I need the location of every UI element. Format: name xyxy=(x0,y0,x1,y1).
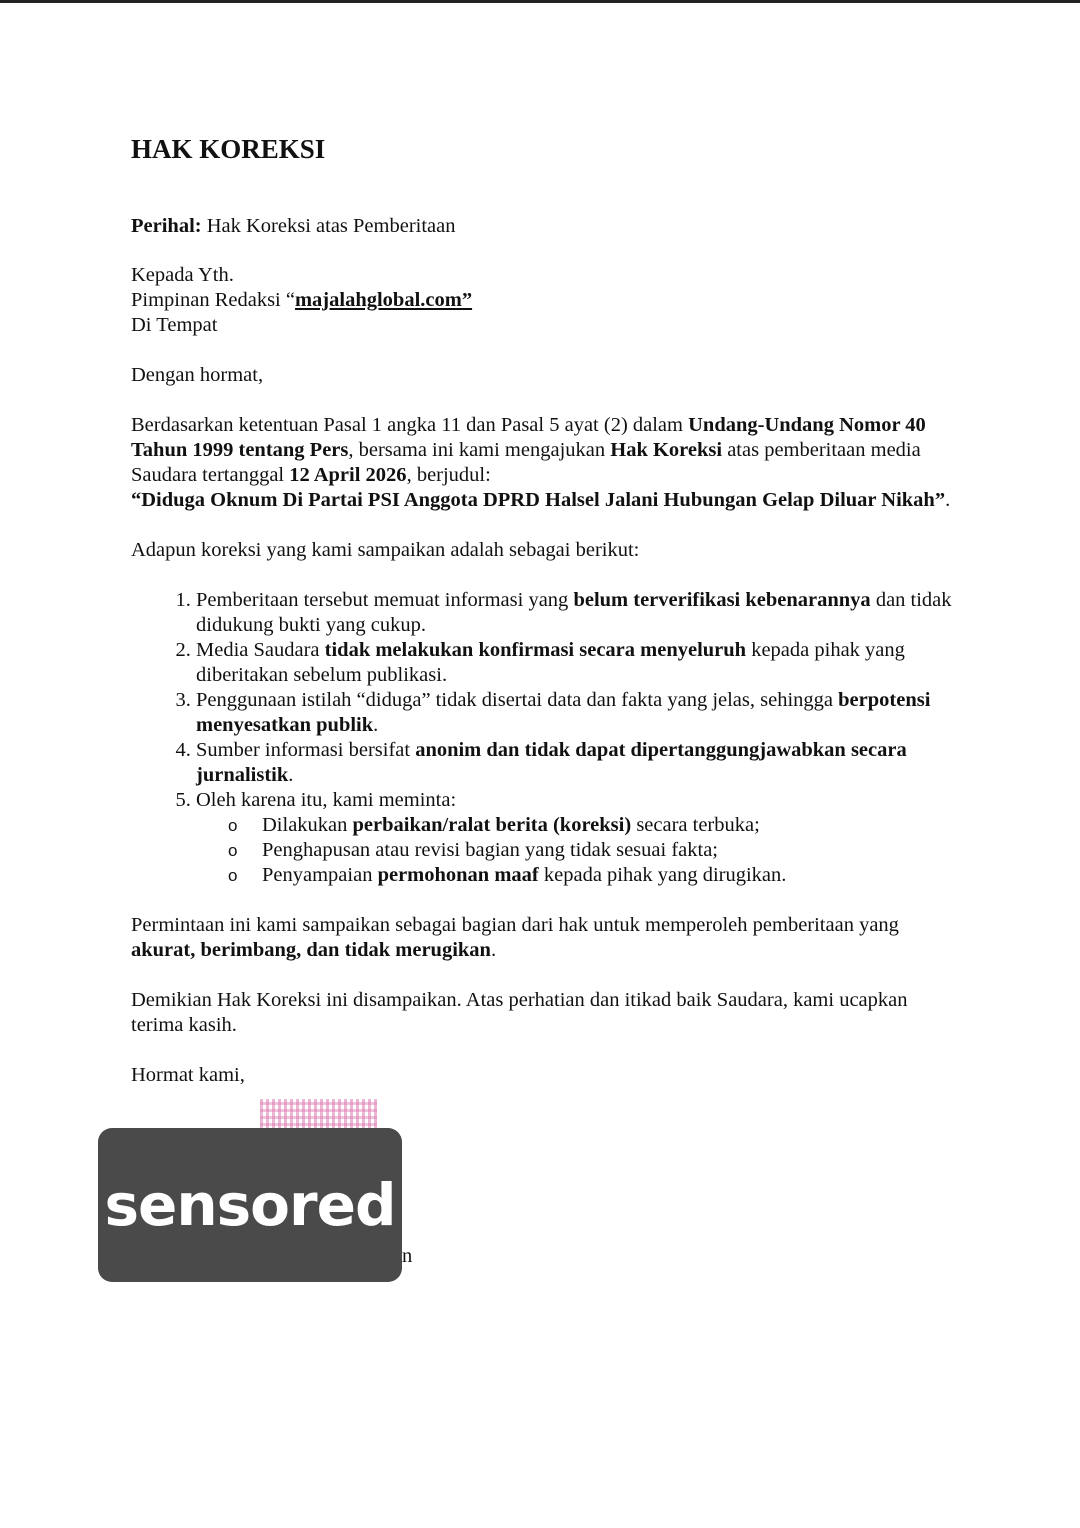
address-line-2 xyxy=(131,288,961,313)
item-text: Penghapusan atau revisi bagian yang tidak sesuai fakta; xyxy=(262,839,718,861)
p2-text-1: Permintaan ini kami sampaikan sebagai bagian dari hak untuk memperoleh pemberitaan yang xyxy=(131,914,899,936)
p2-emphasis: akurat, berimbang, dan tidak merugikan xyxy=(131,939,491,961)
item-text: Media Saudara xyxy=(196,639,325,661)
article-date: 12 April 2026 xyxy=(289,464,407,486)
p1-text-5: . xyxy=(945,489,951,511)
sublist-item xyxy=(228,813,961,838)
recipient-address xyxy=(131,263,961,338)
subject-label: Perihal: xyxy=(131,215,202,237)
item-emphasis: anonim dan tidak dapat dipertanggungjawabkan secara jurnalistik xyxy=(196,739,907,786)
item-text: secara terbuka; xyxy=(631,814,760,836)
article-headline: “Diduga Oknum Di Partai PSI Anggota DPRD Halsel Jalani Hubungan Gelap Diluar Nikah” xyxy=(131,489,946,511)
item-text: Penyampaian xyxy=(262,864,378,886)
address-prefix: Pimpinan Redaksi “ xyxy=(131,289,295,311)
item-text: dan tidak didukung bukti yang cukup. xyxy=(196,589,952,636)
corrections-list xyxy=(131,588,961,888)
corrections-intro: Adapun koreksi yang kami sampaikan adalah sebagai berikut: xyxy=(131,539,640,561)
item-text: Pemberitaan tersebut memuat informasi yang xyxy=(196,589,574,611)
p1-text-3: atas pemberitaan media Saudara tertanggal xyxy=(131,439,921,486)
subject-line xyxy=(131,214,961,239)
redaction-label: sensored xyxy=(104,1171,396,1239)
item-text: Penggunaan istilah “diduga” tidak disertai data dan fakta yang jelas, sehingga xyxy=(196,689,839,711)
top-border-line xyxy=(0,0,1080,3)
list-item xyxy=(196,588,961,638)
opening-paragraph xyxy=(131,413,961,513)
redaction-box xyxy=(98,1128,402,1282)
closing-greeting: Hormat kami, xyxy=(131,1064,245,1086)
address-line-1: Kepada Yth. xyxy=(131,264,234,286)
sublist-item xyxy=(228,838,961,863)
p1-text-4: , berjudul: xyxy=(406,464,491,486)
p1-text-2: , bersama ini kami mengajukan xyxy=(348,439,611,461)
subject-text: Hak Koreksi atas Pemberitaan xyxy=(201,215,456,237)
law-reference: Undang-Undang Nomor 40 Tahun 1999 tentang Pers xyxy=(131,414,926,461)
circle-bullet-icon: o xyxy=(228,816,238,835)
letter-page xyxy=(131,132,961,1088)
item-text: . xyxy=(288,764,294,786)
p2-text-2: . xyxy=(490,939,497,961)
list-item xyxy=(196,638,961,688)
list-item xyxy=(196,788,961,888)
item-emphasis: permohonan maaf xyxy=(377,864,539,886)
item-text: Oleh karena itu, kami meminta: xyxy=(196,789,457,811)
closing-paragraph: Demikian Hak Koreksi ini disampaikan. Atas perhatian dan itikad baik Saudara, kami ucapkan terima kasih. xyxy=(131,989,908,1036)
item-emphasis: perbaikan/ralat berita (koreksi) xyxy=(352,814,632,836)
letter-title: HAK KOREKSI xyxy=(131,134,326,164)
item-emphasis: tidak melakukan konfirmasi secara menyeluruh xyxy=(324,639,747,661)
item-emphasis: belum terverifikasi kebenarannya xyxy=(573,589,871,611)
item-text: kepada pihak yang dirugikan. xyxy=(538,864,787,886)
p1-text-1: Berdasarkan ketentuan Pasal 1 angka 11 dan Pasal 5 ayat (2) dalam xyxy=(131,414,689,436)
item-text: kepada pihak yang diberitakan sebelum publikasi. xyxy=(196,639,905,686)
media-name-link[interactable]: majalahglobal.com” xyxy=(294,289,473,311)
item-emphasis: berpotensi menyesatkan publik xyxy=(196,689,931,736)
requests-sublist xyxy=(196,813,961,888)
request-paragraph xyxy=(131,913,961,963)
list-item xyxy=(196,688,961,738)
circle-bullet-icon: o xyxy=(228,866,238,885)
sublist-item xyxy=(228,863,961,888)
circle-bullet-icon: o xyxy=(228,841,238,860)
address-line-3: Di Tempat xyxy=(131,314,218,336)
salutation: Dengan hormat, xyxy=(131,364,264,386)
list-item xyxy=(196,738,961,788)
item-text: Dilakukan xyxy=(262,814,353,836)
item-text: . xyxy=(373,714,379,736)
item-text: Sumber informasi bersifat xyxy=(196,739,416,761)
right-name: Hak Koreksi xyxy=(610,439,723,461)
trailing-signature-text: n xyxy=(402,1245,413,1267)
